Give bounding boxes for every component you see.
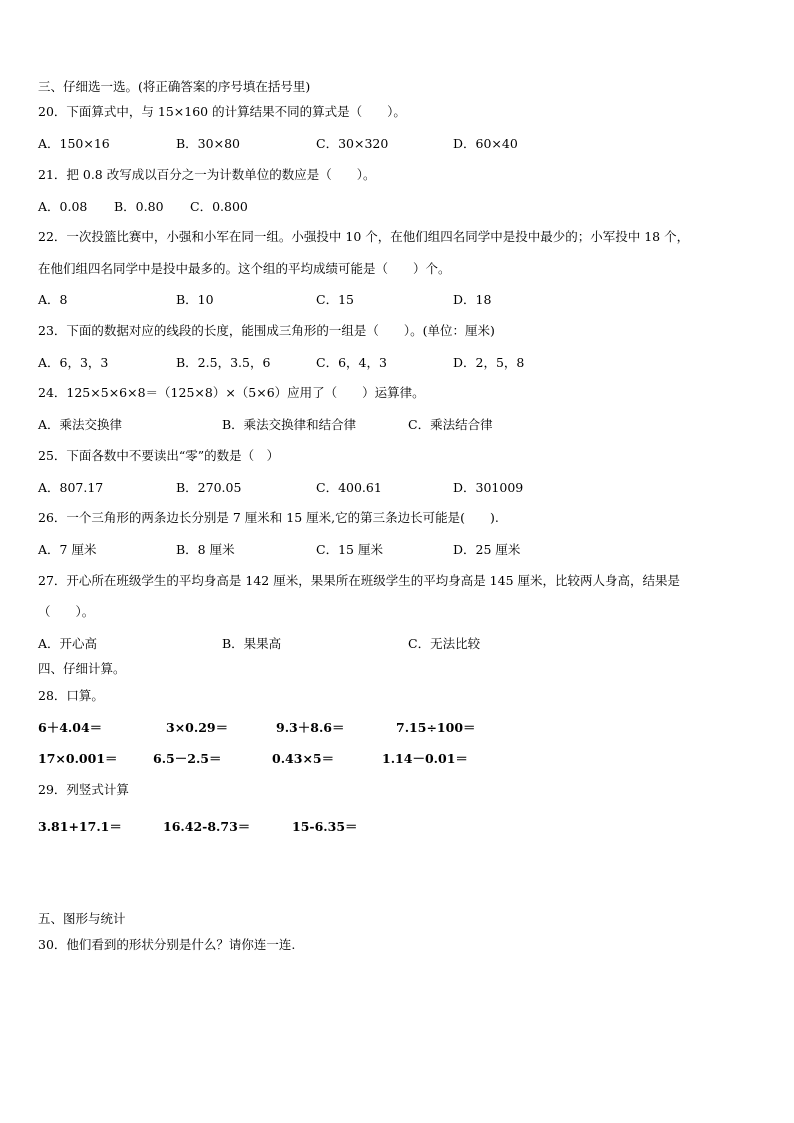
q30-stem: 30．他们看到的形状分别是什么？请你连一连. [38, 937, 296, 952]
q22-stem-line2: 在他们组四名同学中是投中最多的。这个组的平均成绩可能是（ ）个。 [38, 261, 451, 276]
section-4-heading: 四、仔细计算。 [38, 661, 126, 676]
q26-stem: 26．一个三角形的两条边长分别是 7 厘米和 15 厘米,它的第三条边长可能是( ). [38, 510, 499, 525]
q25-option-d: D．301009 [453, 480, 524, 495]
q28-expr-8: 1.14－0.01＝ [382, 751, 468, 766]
q23-option-d: D．2，5，8 [453, 355, 525, 370]
section-5-heading: 五、图形与统计 [38, 911, 126, 926]
q22-stem-line1: 22．一次投篮比赛中，小强和小军在同一组。小强投中 10 个，在他们组四名同学中是投中最少的；小军投中 18 个， [38, 229, 690, 244]
q26-option-b: B．8 厘米 [176, 542, 235, 557]
q21-option-c: C．0.800 [190, 199, 248, 214]
q25-stem: 25．下面各数中不要读出“零”的数是（ ） [38, 448, 280, 463]
q22-option-d: D．18 [453, 292, 492, 307]
q29-expr-3: 15-6.35＝ [292, 819, 358, 834]
q20-option-a: A．150×16 [38, 136, 110, 151]
q28-expr-6: 6.5－2.5＝ [153, 751, 222, 766]
q28-expr-4: 7.15÷100＝ [396, 720, 476, 735]
q21-option-a: A．0.08 [38, 199, 88, 214]
q29-expr-1: 3.81+17.1＝ [38, 819, 122, 834]
q27-option-c: C．无法比较 [408, 636, 481, 651]
q23-option-c: C．6，4，3 [316, 355, 387, 370]
q20-stem: 20．下面算式中，与 15×160 的计算结果不同的算式是（ ）。 [38, 104, 406, 119]
q28-expr-1: 6＋4.04＝ [38, 720, 103, 735]
q22-option-b: B．10 [176, 292, 214, 307]
q22-option-a: A．8 [38, 292, 68, 307]
q23-option-a: A．6，3，3 [38, 355, 109, 370]
q25-option-a: A．807.17 [38, 480, 104, 495]
q26-option-c: C．15 厘米 [316, 542, 383, 557]
q24-stem: 24．125×5×6×8＝（125×8）×（5×6）应用了（ ）运算律。 [38, 385, 425, 400]
q24-option-a: A．乘法交换律 [38, 417, 123, 432]
q28-expr-5: 17×0.001＝ [38, 751, 118, 766]
q27-stem-line1: 27．开心所在班级学生的平均身高是 142 厘米，果果所在班级学生的平均身高是 145 厘米，比较两人身高，结果是 [38, 573, 681, 588]
q29-stem: 29．列竖式计算 [38, 782, 129, 797]
q25-option-c: C．400.61 [316, 480, 382, 495]
q28-expr-3: 9.3＋8.6＝ [276, 720, 345, 735]
q25-option-b: B．270.05 [176, 480, 242, 495]
q23-option-b: B．2.5，3.5，6 [176, 355, 271, 370]
q21-stem: 21．把 0.8 改写成以百分之一为计数单位的数应是（ ）。 [38, 167, 376, 182]
q27-option-a: A．开心高 [38, 636, 98, 651]
q21-option-b: B．0.80 [114, 199, 164, 214]
q23-stem: 23．下面的数据对应的线段的长度，能围成三角形的一组是（ ）。(单位：厘米) [38, 323, 495, 338]
q20-option-c: C．30×320 [316, 136, 389, 151]
q20-option-d: D．60×40 [453, 136, 518, 151]
q28-expr-2: 3×0.29＝ [166, 720, 229, 735]
q24-option-b: B．乘法交换律和结合律 [222, 417, 357, 432]
q24-option-c: C．乘法结合律 [408, 417, 493, 432]
q29-expr-2: 16.42-8.73＝ [163, 819, 251, 834]
q22-option-c: C．15 [316, 292, 354, 307]
q28-stem: 28．口算。 [38, 688, 104, 703]
q27-stem-line2: （ ）。 [38, 604, 95, 619]
section-3-heading: 三、仔细选一选。(将正确答案的序号填在括号里) [38, 79, 311, 94]
q26-option-d: D．25 厘米 [453, 542, 521, 557]
q20-option-b: B．30×80 [176, 136, 240, 151]
q27-option-b: B．果果高 [222, 636, 282, 651]
q28-expr-7: 0.43×5＝ [272, 751, 335, 766]
q26-option-a: A．7 厘米 [38, 542, 97, 557]
